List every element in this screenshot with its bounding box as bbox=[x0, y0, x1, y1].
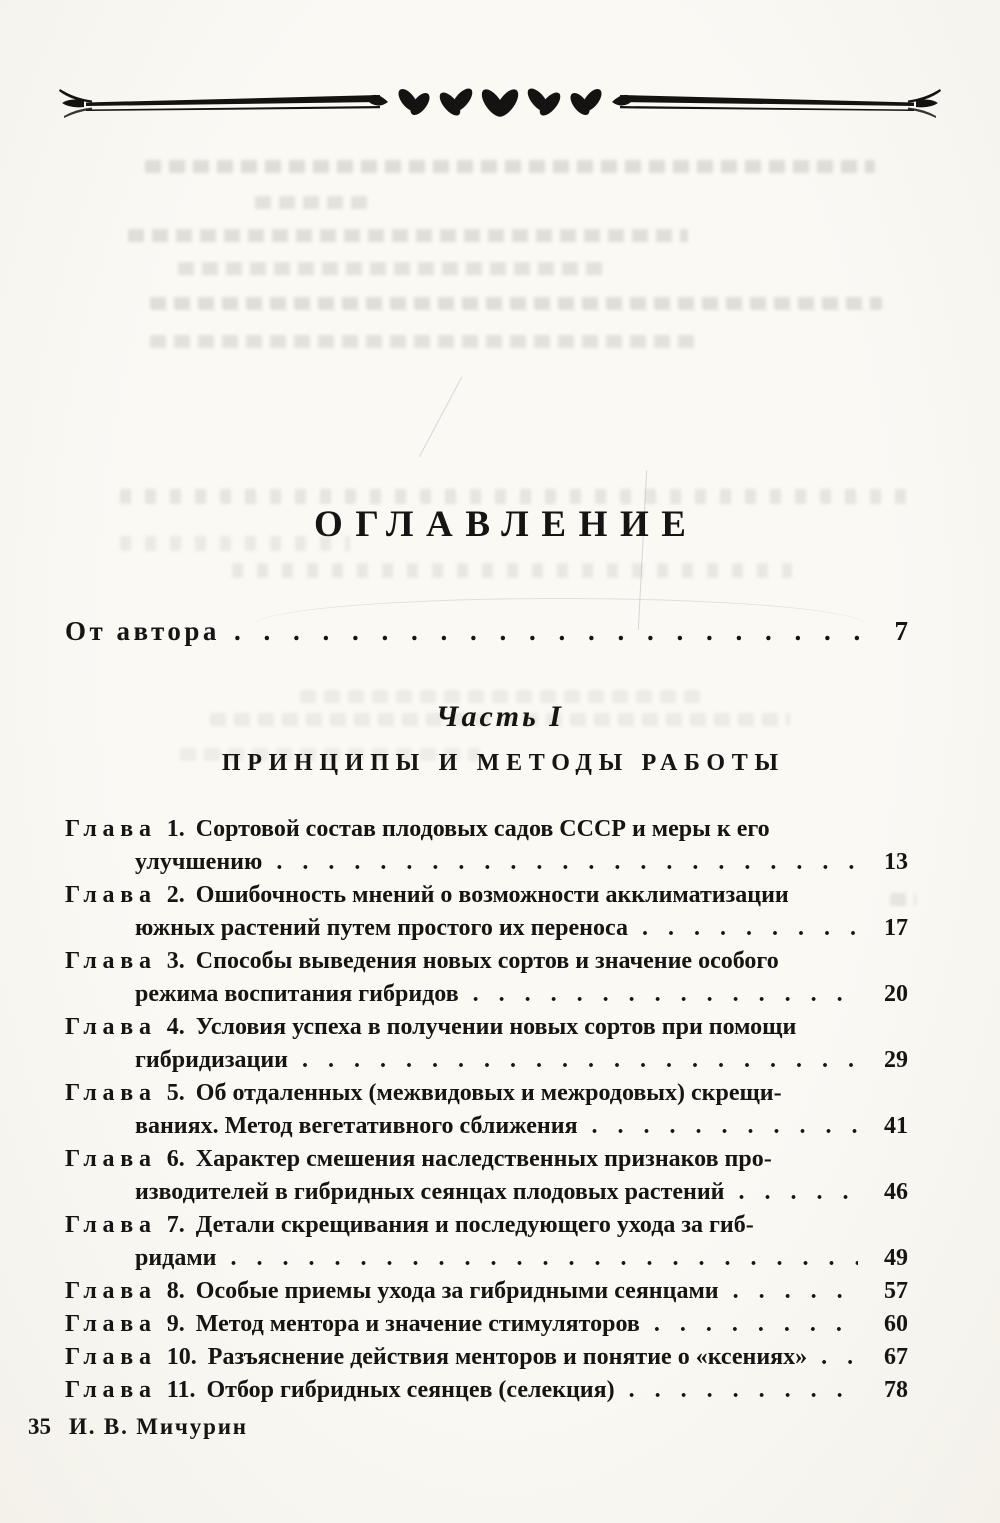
ornament-rule-svg bbox=[58, 82, 942, 124]
chapter-label: Глава 8. bbox=[65, 1278, 185, 1304]
dot-leader bbox=[592, 1110, 858, 1143]
page-number: 17 bbox=[884, 915, 908, 941]
page-number: 7 bbox=[894, 616, 908, 646]
page-number: 29 bbox=[884, 1047, 908, 1073]
dot-leader bbox=[302, 1044, 858, 1077]
chapter-label: Глава 9. bbox=[65, 1311, 185, 1337]
chapter-label: Глава 10. bbox=[65, 1344, 197, 1370]
chapter-title: Детали скрещивания и последующего ухода за гиб- bbox=[195, 1212, 754, 1238]
dot-leader bbox=[629, 1374, 858, 1407]
dot-leader bbox=[642, 912, 858, 945]
toc-entry bbox=[65, 1308, 908, 1341]
chapter-title-cont: режима воспитания гибридов bbox=[135, 981, 459, 1007]
ornament-divider bbox=[58, 82, 942, 124]
page-number: 13 bbox=[884, 849, 908, 875]
signature-line bbox=[28, 1414, 248, 1440]
part-title: Часть I bbox=[436, 700, 564, 733]
chapter-title: Об отдаленных (межвидовых и межродовых) скрещи- bbox=[195, 1080, 782, 1106]
toc-entry bbox=[65, 1374, 908, 1407]
dot-leader bbox=[231, 1242, 859, 1275]
leaf-motif bbox=[367, 85, 632, 120]
page-number: 20 bbox=[884, 981, 908, 1007]
page-number: 46 bbox=[884, 1179, 908, 1205]
toc-entry bbox=[65, 879, 908, 945]
toc-entries bbox=[65, 813, 908, 1407]
toc-entry bbox=[65, 1341, 908, 1374]
chapter-title: Характер смешения наследственных признаков про- bbox=[195, 1146, 772, 1172]
dot-leader bbox=[276, 846, 858, 879]
toc-entry bbox=[65, 1077, 908, 1143]
chapter-title: Особые приемы ухода за гибридными сеянцами bbox=[195, 1278, 719, 1304]
chapter-title-cont: ваниях. Метод вегетативного сближения bbox=[135, 1113, 578, 1139]
toc-entry bbox=[65, 1209, 908, 1275]
toc-entry bbox=[65, 945, 908, 1011]
page-title: ОГЛАВЛЕНИЕ bbox=[313, 504, 699, 545]
author-name: И. В. Мичурин bbox=[69, 1414, 248, 1439]
part-subtitle: ПРИНЦИПЫ И МЕТОДЫ РАБОТЫ bbox=[221, 750, 785, 776]
chapter-title-cont: гибридизации bbox=[135, 1047, 288, 1073]
chapter-title: Ошибочность мнений о возможности акклиматизации bbox=[195, 882, 789, 908]
chapter-title: Отбор гибридных сеянцев (селекция) bbox=[206, 1377, 615, 1403]
chapter-label: Глава 7. bbox=[65, 1212, 185, 1238]
chapter-title: Разъяснение действия менторов и понятие о «ксениях» bbox=[207, 1344, 808, 1370]
page-number: 78 bbox=[884, 1377, 908, 1403]
chapter-label: Глава 3. bbox=[65, 948, 185, 974]
dot-leader bbox=[733, 1275, 858, 1308]
chapter-title: Сортовой состав плодовых садов СССР и меры к его bbox=[195, 816, 770, 842]
chapter-label: Глава 1. bbox=[65, 816, 185, 842]
toc-entry bbox=[65, 1143, 908, 1209]
toc-entry bbox=[65, 813, 908, 879]
chapter-label: Глава 11. bbox=[65, 1377, 196, 1403]
toc-entry bbox=[65, 1011, 908, 1077]
dot-leader bbox=[473, 978, 858, 1011]
chapter-title: Способы выведения новых сортов и значение особого bbox=[195, 948, 779, 974]
page-number: 41 bbox=[884, 1113, 908, 1139]
dot-leader bbox=[739, 1176, 858, 1209]
chapter-label: Глава 5. bbox=[65, 1080, 185, 1106]
chapter-label: Глава 6. bbox=[65, 1146, 185, 1172]
toc-entry-from-author bbox=[65, 616, 908, 647]
chapter-label: Глава 2. bbox=[65, 882, 185, 908]
entry-label: От автора bbox=[65, 616, 220, 646]
chapter-title-cont: улучшению bbox=[135, 849, 263, 875]
chapter-title: Условия успеха в получении новых сортов при помощи bbox=[195, 1014, 797, 1040]
chapter-title: Метод ментора и значение стимуляторов bbox=[195, 1311, 640, 1337]
page-number: 67 bbox=[884, 1344, 908, 1370]
chapter-title-cont: ридами bbox=[135, 1245, 217, 1271]
dot-leader bbox=[234, 616, 864, 647]
page-number: 60 bbox=[884, 1311, 908, 1337]
chapter-label: Глава 4. bbox=[65, 1014, 185, 1040]
page-number: 49 bbox=[884, 1245, 908, 1271]
part-heading bbox=[0, 700, 1000, 777]
page-number: 57 bbox=[884, 1278, 908, 1304]
chapter-title-cont: изводителей в гибридных сеянцах плодовых растений bbox=[135, 1179, 725, 1205]
dot-leader bbox=[654, 1308, 858, 1341]
dot-leader bbox=[821, 1341, 858, 1374]
printer-signature-number: 35 bbox=[28, 1414, 51, 1439]
toc-entry bbox=[65, 1275, 908, 1308]
chapter-title-cont: южных растений путем простого их переноса bbox=[135, 915, 628, 941]
